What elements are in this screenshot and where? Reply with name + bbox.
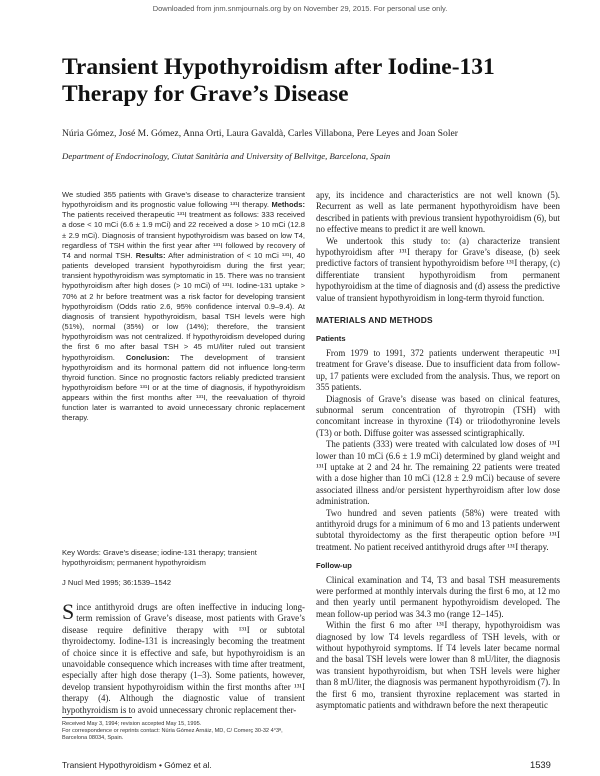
affiliation: Department of Endocrinology, Ciutat Sanitària and University of Bellvitge, Barcelona, Spain: [62, 151, 391, 161]
conclusion-label: Conclusion:: [125, 352, 170, 362]
subsection-heading: Patients: [316, 334, 346, 344]
abstract: [62, 190, 305, 424]
page-number: 1539: [530, 759, 551, 770]
keywords-label: Key Words:: [62, 548, 101, 557]
methods-label: Methods:: [271, 200, 305, 210]
right-column: [316, 190, 560, 711]
drop-cap: S: [62, 599, 75, 624]
abstract-methods: The patients received therapeutic ¹³¹I treatment as follows: 333 received a dose < 10 mCi (6.6 ± 1.9 mCi) and 22 received a dose > 10 mCi (12.8 ± 2.9 mCi). Diagnosis of transient hypothyroidism was based on low T4, regardless of TSH within the first year after ¹³¹I followed by recovery of T4 and normal TSH.: [62, 210, 305, 260]
paragraph: Two hundred and seven patients (58%) were treated with antithyroid drugs for a minimum of 6 mo and 13 patients underwent subtotal thyroidectomy as the first therapeutic option before ¹³¹I treatment. No patient received antithyroid drugs after ¹³¹I therapy.: [316, 507, 560, 552]
paragraph: apy, its incidence and characteristics are not well known (5). Recurrent as well as late permanent hypothyroidism have been described in patients with previous transient hypothyroidism (6), but no effective means to predict it are well known.: [316, 190, 560, 235]
download-note: Downloaded from jnm.snmjournals.org by on November 29, 2015. For personal use only.: [152, 4, 448, 13]
section-heading: MATERIALS AND METHODS: [316, 315, 433, 326]
abstract-intro: We studied 355 patients with Grave’s disease to characterize transient hypothyroidism and its prognostic value following ¹³¹I therapy.: [62, 190, 305, 210]
paragraph: Diagnosis of Grave’s disease was based on clinical features, subnormal serum concentration of thyrotropin (TSH) with concomitant increase in thyroxine (T4) or triiodothyronine levels (T3) or both. Diffuse goiter was assessed scintigraphically.: [316, 393, 560, 438]
footnote: [62, 721, 305, 743]
intro-paragraph: ince antithyroid drugs are often ineffective in inducing long-term remission of Grave’s disease, most patients with Grave’s disease require definitive therapy with ¹³¹I or subtotal thyroidectomy. Iodine-131 is increasingly becoming the treatment of choice since it is effective and safe, but hypothyroidism is an unavoidable consequence which increases with time after treatment, especially after high dose therapy (1–3). Some patients, however, develop transient hypothyroidism within the first months after ¹³¹I therapy (4). Although the diagnostic value of transient hypothyroidism is to avoid unnecessary chronic replacement ther-: [62, 602, 305, 715]
keywords-text: Grave’s disease; iodine-131 therapy; transient hypothyroidism; permanent hypothyroidism: [62, 548, 257, 568]
paragraph: Clinical examination and T4, T3 and basal TSH measurements were performed at monthly intervals during the first 6 mo, at 12 mo and then yearly until permanent hypothyroidism developed. The mean follow-up period was 34.3 mo (range 12–145).: [316, 574, 560, 619]
introduction-text: [62, 599, 305, 716]
running-title: Transient Hypothyroidism • Gómez et al.: [62, 760, 212, 770]
correspondence-note: For correspondence or reprints contact: Núria Gómez Arnáiz, MD, C/ Comerç 30-32 4°3ª, Barcelona 08034, Spain.: [62, 728, 283, 742]
paragraph: The patients (333) were treated with calculated low doses of ¹³¹I lower than 10 mCi (6.6 ± 1.9 mCi) determined by gland weight and ¹³¹I uptake at 2 and 24 hr. The remaining 22 patients were treated with a dose higher than 10 mCi (12.8 ± 2.9 mCi) because of severe associated illness and/or persistent hyperthyroidism after low dose administration.: [316, 439, 560, 507]
abstract-results: After administration of < 10 mCi ¹³¹I, 40 patients developed transient hypothyroidism during the first year; transient hypothyroidism was symptomatic in 15. There was no transient hypothyroidism after high doses (> 10 mCi) of ¹³¹I. Iodine-131 uptake > 70% at 2 hr before treatment was a risk factor for developing transient hypothyroidism (Odds ratio 2.6, 95% confidence interval 0.9–9.4). At diagnosis of transient hypothyroidism, basal TSH levels were high (51%), normal (35%) or low (14%); therefore, the transient hypothyroidism was not centralized. If hypothyroidism developed during the first 6 mo after basal TSH > 45 mU/liter ruled out transient hypothyroidism.: [62, 250, 305, 362]
keywords: [62, 548, 305, 568]
paragraph: From 1979 to 1991, 372 patients underwent therapeutic ¹³¹I treatment for Grave’s disease. Due to insufficient data from follow-up, 17 patients were excluded from the analysis. Thus, we report on 355 patients.: [316, 347, 560, 393]
paragraph: We undertook this study to: (a) characterize transient hypothyroidism after ¹³¹I therapy for Grave’s disease, (b) seek predictive factors of transient hypothyroidism before ¹³¹I therapy, (c) differentiate transient hypothyroidism from permanent hypothyroidism at the time of diagnosis and (d) assess the predictive value of transient hypothyroidism in long-term thyroid function.: [316, 235, 560, 303]
author-list: Núria Gómez, José M. Gómez, Anna Orti, Laura Gavaldà, Carles Villabona, Pere Leyes and Joan Soler: [62, 128, 458, 139]
paragraph: Within the first 6 mo after ¹³¹I therapy, hypothyroidism was diagnosed by low T4 levels regardless of TSH levels, with or without hypothyroid symptoms. If T4 levels later became normal and the basal TSH levels were lower than 8 mU/liter, the diagnosis was transient hypothyroidism, but when TSH levels were higher than 8 mU/liter, the diagnosis was permanent hypothyroidism (7). In the first 6 mo, transient thyroxine replacement was started in asymptomatic patients and withdrawn before the next therapeutic: [316, 620, 560, 711]
abstract-conclusion: The development of transient hypothyroidism and its hormonal pattern did not influence long-term thyroid function. Since no prognostic factors reliably predicted transient hypothyroidism before ¹³¹I or at the time of diagnosis, if hypothyroidism appears within the first months after ¹³¹I, the reevaluation of thyroid function later is warranted to avoid unnecessary chronic replacement therapy.: [62, 352, 305, 423]
subsection-heading: Follow-up: [316, 561, 352, 571]
journal-citation: J Nucl Med 1995; 36:1539–1542: [62, 578, 172, 587]
received-note: Received May 3, 1994; revision accepted May 15, 1995.: [62, 721, 202, 727]
footnote-rule: [62, 717, 132, 718]
results-label: Results:: [135, 250, 166, 260]
article-title: Transient Hypothyroidism after Iodine-131 Therapy for Grave’s Disease: [62, 54, 495, 107]
